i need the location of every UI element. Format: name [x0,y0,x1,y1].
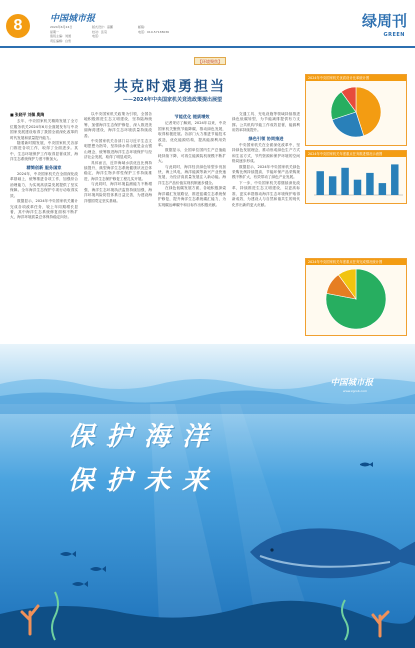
page-header [0,0,415,52]
chart-title-3: 2024年中央国家机关年度重点任务完成情况统计图 [306,259,406,265]
paragraph: 记者采访了解到，2024年以来，中央国家机关聚焦节能降碳，推动绿色发展，取得积极进展。各部门大力推进节能技术改造，优化能源结构，提高能源利用效率。 [158,121,226,148]
article-tag: 【环境聚焦】 [194,57,226,65]
article-column-1 [10,112,78,221]
header-meta-mid: 版式设计：高鹏 校对：张景 电话： [92,25,114,38]
paragraph: 以中央国家机关政策为引领，全国各地积极推进生态文明建设，坚持陆海统筹，加强海洋生态保护修复，深入推进美丽海湾建设，海洋生态环境质量持续改善。 [84,112,152,138]
bar-chart-2 [306,157,407,201]
section-title: 绿周刊 [361,12,407,30]
header-divider [0,46,415,48]
ocean-poster [0,344,415,648]
section-heading: 精简创新 服务国家 [26,164,62,170]
poster-logo: 中国城市报 [330,378,373,388]
chart-box-2 [305,150,407,204]
section-title-en: GREEN [383,32,405,38]
paragraph: 数据显示，2024年中央国家机关绿色采购比例持续提高，节能环保产品采购规模不断扩大，有效带动了绿色产业发展。 [232,164,300,180]
bar-4 [354,180,361,195]
paragraph: 具体而言，近岸海域水质优良比例持续提升，典型海洋生态系统健康状况总体稳定，海洋生物多样性保护工作持续推进，海洋生态保护修复工程扎实开展。 [84,160,152,181]
pie-chart-3 [306,265,407,333]
chart-box-3 [305,258,407,336]
paragraph: 与此同时，海洋经济绿色转型步伐加快，海上风电、海洋能源等新兴产业快速发展，为经济高质量发展注入新动能。海洋生态产品价值实现机制逐步健全。 [158,164,226,185]
poster-logo-url: www.zgcsb.com [343,389,367,393]
header-meta-left: 2024年6月24日 星期一 值班主编：刘道 责任编辑：白雪 [50,25,73,43]
bar-6 [379,183,386,195]
paragraph: 中央国家机关在全面深化改革中，坚持绿色发展理念，推动形成绿色生产方式和生活方式，节约资源和保护环境的空间格局逐步形成。 [232,143,300,164]
article-author: ■ 张晓平 刘佩 奥陶 [10,112,45,117]
article-subtitle: ——2024年中央国家机关竞选政策提出展望 [123,97,222,103]
article-column-4 [232,112,300,208]
section-heading: 绿色引领 协同推进 [248,135,284,141]
article-title: 共克时艰勇担当 [114,79,226,95]
paragraph: 与此同时，海洋环境监测能力不断增强，海洋生态环境执法监管持续加强，海洋环境风险防控体系日益完善，为建设海洋强国奠定坚实基础。 [84,182,152,203]
slogan-line-1: 保护海洋 [68,422,221,452]
paper-name: 中国城市报 [50,14,96,24]
bar-2 [329,177,336,196]
paragraph: 随着新时期发展，中央国家机关各部门推进各项工作，取得了全面进步。其中，生态环境保护工作取得显著成效，海洋生态系统保护力度不断加大。 [10,141,78,162]
paragraph: 在绿色低碳发展方面，各地积极探索海洋碳汇发展路径，推进蓝碳生态系统保护修复，提升海洋生态系统碳汇能力，为实现碳达峰碳中和目标作出积极贡献。 [158,186,226,207]
bar-5 [366,173,373,195]
chart-box-1 [305,74,407,146]
paragraph: 去年，中央国家机关精简发展了全方位服务机关2024年6月全面展发布与中央国家发展建设取得了我国全面深化改革的时代发展和质量提升能力。 [10,119,78,140]
paragraph: 中央国家机关各部门以习近平生态文明思想为指导，坚持绿水青山就是金山银山理念，统筹推进海洋生态环境保护与经济社会发展，取得了明显成效。 [84,139,152,160]
slogan-line-2: 保护未来 [68,466,221,496]
paragraph: 交通工具、充电设施等领域持续推进绿色低碳转型，为节能减排提供有力支撑。公共机构节能工作成效显著，能源利用效率持续提升。 [232,112,300,133]
chart-title-1: 2024年中央国家机关优质设计比率统计图 [306,75,406,81]
bar-1 [316,171,323,195]
bar-7 [391,165,398,196]
paragraph: 数据显示，2024年中央国家机关累计完成各项改革任务，较上年同期增长显著，其中海洋生态系统修复面积不断扩大，海洋环境质量总体保持稳定向好。 [10,199,78,220]
chart-title-2: 2024年中央国家机关年度重点任务推进情况示意图 [306,151,406,157]
pie-chart-1 [306,81,407,143]
paragraph: 2024年，中央国家机关在全面深化改革基础上，统筹推进各项工作，加强综合治理能力，为实现高质量发展提供了坚实保障。全年海洋生态保护专项行动取得实效。 [10,172,78,198]
article-column-3 [158,112,226,208]
paragraph: 下一步，中央国家机关将继续深化改革，持续推进生态文明建设，以更高标准、更实举措推动海洋生态环境保护取得新成效，为建设人与自然和谐共生的现代化作出新的更大贡献。 [232,180,300,207]
article-column-2 [84,112,152,204]
header-meta-right: 邮箱： 电话：010-57138036 [138,25,170,34]
bar-3 [341,168,348,195]
paragraph: 数据显示，全国单位国内生产总值能耗持续下降，可再生能源装机规模不断扩大。 [158,148,226,164]
section-heading: 节能优化 提质增效 [174,114,210,119]
page-number: 8 [6,14,30,38]
